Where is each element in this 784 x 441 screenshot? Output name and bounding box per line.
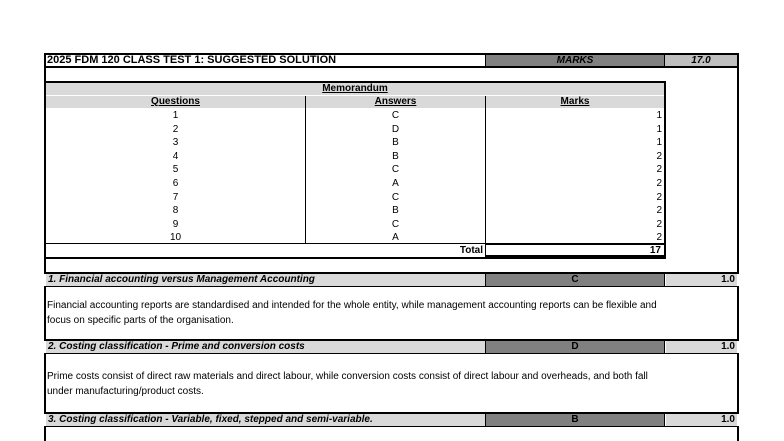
answer-cell: B — [392, 205, 399, 217]
section-1-title: 1. Financial accounting versus Management Accounting — [46, 274, 485, 286]
answer-cell: C — [391, 110, 400, 121]
mark-cell: 2 — [656, 150, 662, 162]
section-3-answer: B — [485, 414, 665, 426]
question-cell: 3 — [172, 137, 179, 149]
outer-border-right — [737, 68, 739, 441]
mark-cell: 2 — [656, 191, 662, 203]
section-1-answer: C — [485, 274, 665, 286]
memorandum-title: Memorandum — [46, 83, 664, 95]
question-cell: 4 — [172, 150, 179, 162]
mark-cell: 2 — [656, 177, 662, 189]
section-1-score: 1.0 — [666, 274, 737, 286]
total-value: 17 — [485, 244, 665, 257]
question-cell: 9 — [172, 218, 179, 230]
column-header-answers: Answers — [306, 96, 485, 108]
mark-cell: 2 — [656, 205, 662, 217]
question-cell: 7 — [172, 191, 179, 203]
question-cell: 2 — [172, 123, 179, 135]
marks-column — [486, 109, 662, 245]
section-2-text: Prime costs consist of direct raw materials and direct labour, while conversion costs consist of direct labour and overheads, and both fall under manufacturing/product costs. — [47, 371, 648, 397]
questions-column — [46, 109, 305, 245]
column-header-questions: Questions — [46, 96, 305, 108]
answers-column — [306, 109, 485, 245]
marks-label: MARKS — [485, 55, 665, 66]
total-score: 17.0 — [665, 55, 737, 66]
total-label: Total — [459, 245, 483, 256]
mark-cell: 2 — [656, 164, 662, 176]
answer-cell: C — [391, 218, 400, 230]
question-cell: 5 — [172, 164, 179, 176]
answer-cell: B — [392, 150, 399, 162]
page-title: 2025 FDM 120 CLASS TEST 1: SUGGESTED SOLUTION — [47, 54, 337, 66]
answer-cell: D — [391, 123, 400, 135]
answer-cell: A — [392, 177, 399, 189]
column-header-marks: Marks — [486, 96, 664, 108]
section-3-title: 3. Costing classification - Variable, fixed, stepped and semi-variable. — [46, 414, 485, 426]
question-cell: 10 — [169, 232, 182, 244]
answer-cell: B — [392, 137, 399, 149]
answer-cell: A — [392, 232, 399, 244]
section-3-score: 1.0 — [666, 414, 737, 426]
section-2-title: 2. Costing classification - Prime and conversion costs — [46, 341, 485, 353]
mark-cell: 1 — [656, 110, 662, 121]
section-2-answer: D — [485, 341, 665, 353]
section-2-score: 1.0 — [666, 341, 737, 353]
answer-cell: C — [391, 164, 400, 176]
mark-cell: 2 — [656, 218, 662, 230]
question-cell: 8 — [172, 205, 179, 217]
question-cell: 6 — [172, 177, 179, 189]
mark-cell: 1 — [656, 123, 662, 135]
mark-cell: 2 — [656, 232, 662, 244]
question-cell: 1 — [172, 110, 179, 121]
mark-cell: 1 — [656, 137, 662, 149]
answer-cell: C — [391, 191, 400, 203]
section-1-text: Financial accounting reports are standardised and intended for the whole entity, while management accounting reports can be flexible and focus on specific parts of the organisation. — [47, 300, 657, 326]
